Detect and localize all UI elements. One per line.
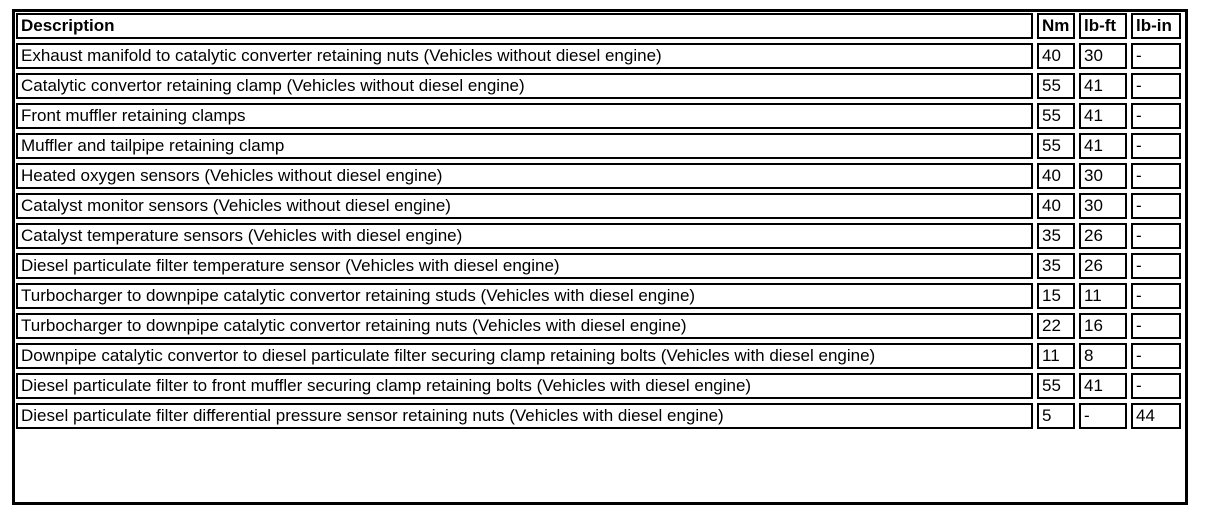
torque-spec-table [12,9,1185,433]
cell-description: Turbocharger to downpipe catalytic convertor retaining nuts (Vehicles with diesel engine) [16,313,1033,339]
header-lb-in: lb-in [1131,13,1181,39]
cell-lb-in: - [1131,193,1181,219]
cell-lb-ft: 8 [1079,343,1127,369]
cell-nm: 35 [1037,253,1075,279]
table-row [16,373,1181,399]
cell-lb-ft: 41 [1079,73,1127,99]
cell-lb-in: - [1131,313,1181,339]
cell-nm: 15 [1037,283,1075,309]
table-row [16,43,1181,69]
table-row [16,403,1181,429]
cell-description: Muffler and tailpipe retaining clamp [16,133,1033,159]
cell-lb-ft: 41 [1079,373,1127,399]
cell-nm: 55 [1037,373,1075,399]
cell-description: Front muffler retaining clamps [16,103,1033,129]
cell-description: Diesel particulate filter differential pressure sensor retaining nuts (Vehicles with diesel engine) [16,403,1033,429]
cell-lb-in: 44 [1131,403,1181,429]
cell-lb-in: - [1131,73,1181,99]
cell-lb-ft: 41 [1079,103,1127,129]
cell-nm: 40 [1037,163,1075,189]
header-row [16,13,1181,39]
cell-description: Turbocharger to downpipe catalytic convertor retaining studs (Vehicles with diesel engine) [16,283,1033,309]
table-row [16,313,1181,339]
cell-nm: 55 [1037,73,1075,99]
table-row [16,253,1181,279]
cell-description: Catalyst temperature sensors (Vehicles with diesel engine) [16,223,1033,249]
cell-lb-ft: 26 [1079,223,1127,249]
cell-description: Catalyst monitor sensors (Vehicles without diesel engine) [16,193,1033,219]
cell-description: Downpipe catalytic convertor to diesel particulate filter securing clamp retaining bolts (Vehicles with diesel engine) [16,343,1033,369]
cell-description: Diesel particulate filter temperature sensor (Vehicles with diesel engine) [16,253,1033,279]
cell-lb-in: - [1131,43,1181,69]
cell-description: Exhaust manifold to catalytic converter retaining nuts (Vehicles without diesel engine) [16,43,1033,69]
cell-lb-ft: 30 [1079,193,1127,219]
cell-lb-ft: 11 [1079,283,1127,309]
cell-lb-ft: 41 [1079,133,1127,159]
cell-lb-in: - [1131,253,1181,279]
cell-nm: 5 [1037,403,1075,429]
cell-lb-in: - [1131,373,1181,399]
cell-nm: 40 [1037,43,1075,69]
cell-nm: 35 [1037,223,1075,249]
table-row [16,193,1181,219]
cell-lb-ft: - [1079,403,1127,429]
table-row [16,73,1181,99]
cell-nm: 11 [1037,343,1075,369]
cell-lb-in: - [1131,343,1181,369]
cell-lb-in: - [1131,163,1181,189]
cell-lb-in: - [1131,133,1181,159]
header-lb-ft: lb-ft [1079,13,1127,39]
table-row [16,103,1181,129]
cell-lb-ft: 30 [1079,43,1127,69]
table-row [16,283,1181,309]
cell-lb-ft: 30 [1079,163,1127,189]
table-row [16,343,1181,369]
table-row [16,163,1181,189]
cell-lb-in: - [1131,103,1181,129]
cell-description: Heated oxygen sensors (Vehicles without diesel engine) [16,163,1033,189]
cell-nm: 40 [1037,193,1075,219]
cell-nm: 55 [1037,133,1075,159]
cell-lb-ft: 26 [1079,253,1127,279]
header-nm: Nm [1037,13,1075,39]
header-description: Description [16,13,1033,39]
table-row [16,223,1181,249]
table-row [16,133,1181,159]
cell-lb-in: - [1131,283,1181,309]
cell-description: Catalytic convertor retaining clamp (Vehicles without diesel engine) [16,73,1033,99]
cell-description: Diesel particulate filter to front muffler securing clamp retaining bolts (Vehicles with diesel engine) [16,373,1033,399]
cell-lb-ft: 16 [1079,313,1127,339]
cell-nm: 22 [1037,313,1075,339]
cell-nm: 55 [1037,103,1075,129]
cell-lb-in: - [1131,223,1181,249]
